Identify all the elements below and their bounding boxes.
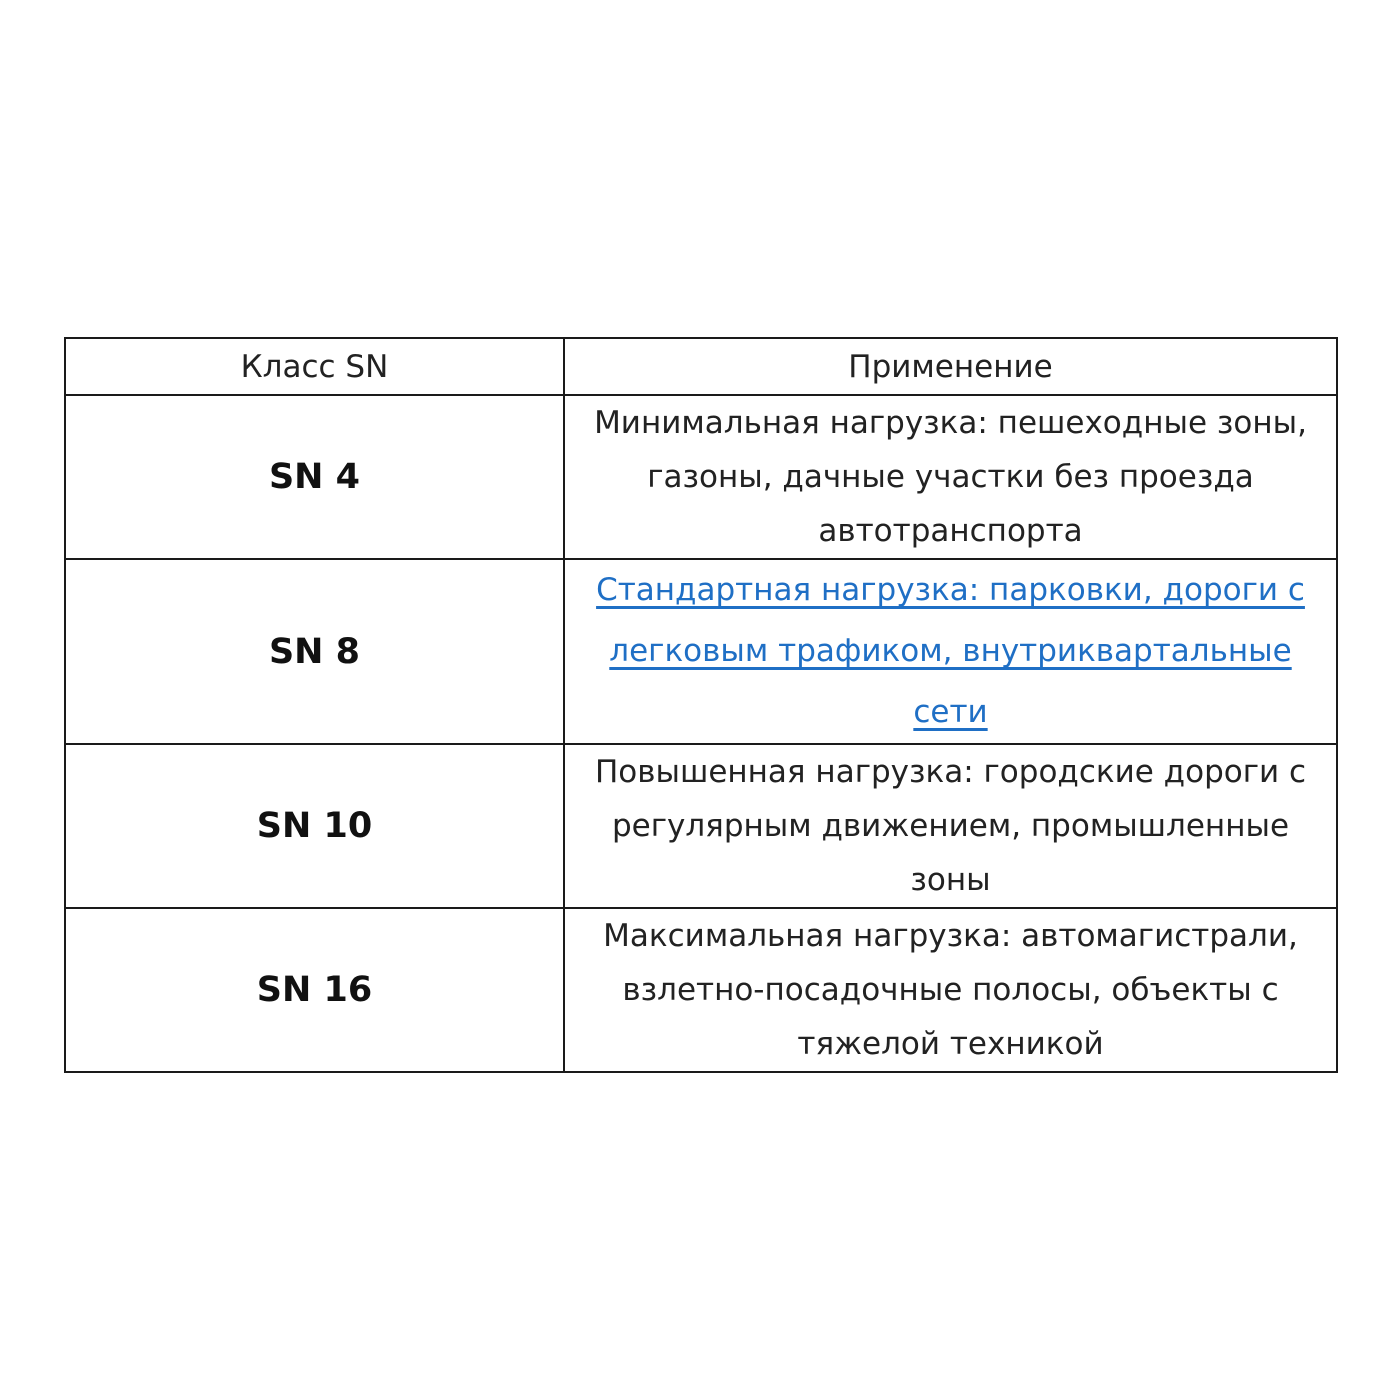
usage-cell <box>564 559 1337 744</box>
table-header-row <box>65 338 1337 395</box>
class-cell: SN 4 <box>65 395 564 559</box>
usage-cell: Максимальная нагрузка: автомагистрали, взлетно-посадочные полосы, объекты с тяжелой техникой <box>564 908 1337 1072</box>
column-header-class: Класс SN <box>65 338 564 395</box>
table-row <box>65 744 1337 908</box>
table-row <box>65 908 1337 1072</box>
column-header-usage: Применение <box>564 338 1337 395</box>
usage-link[interactable]: Стандартная нагрузка: парковки, дороги с легковым трафиком, внутриквартальные сети <box>596 572 1305 730</box>
table-row <box>65 395 1337 559</box>
usage-cell: Минимальная нагрузка: пешеходные зоны, газоны, дачные участки без проезда автотранспорта <box>564 395 1337 559</box>
usage-cell: Повышенная нагрузка: городские дороги с регулярным движением, промышленные зоны <box>564 744 1337 908</box>
table-row <box>65 559 1337 744</box>
class-cell: SN 16 <box>65 908 564 1072</box>
sn-class-table <box>64 337 1338 1073</box>
class-cell: SN 8 <box>65 559 564 744</box>
class-cell: SN 10 <box>65 744 564 908</box>
